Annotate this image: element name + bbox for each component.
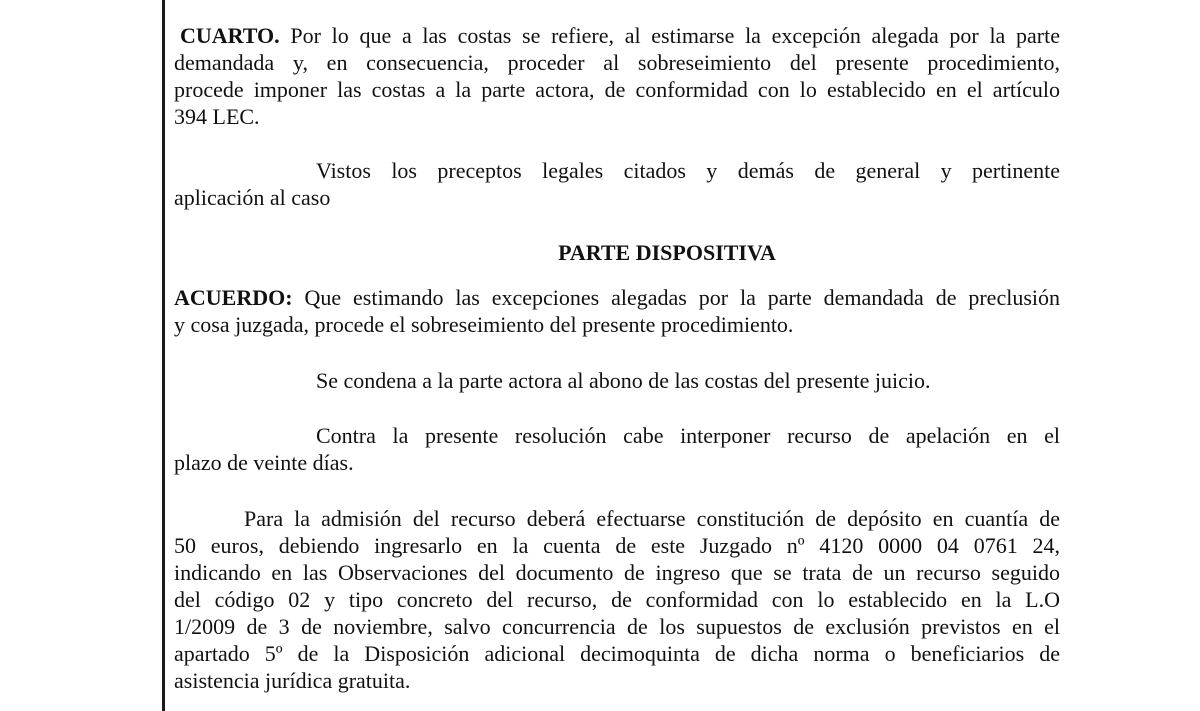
admision-line-2: 50 euros, debiendo ingresarlo en la cuenta de este Juzgado nº 4120 0000 04 0761 24,	[174, 533, 1060, 558]
condena-line: Se condena a la parte actora al abono de las costas del presente juicio.	[316, 368, 931, 393]
acuerdo-label: ACUERDO:	[174, 285, 293, 310]
vistos-line-1: Vistos los preceptos legales citados y demás de general y pertinente	[316, 158, 1060, 183]
contra-line-2: plazo de veinte días.	[174, 450, 354, 475]
cuarto-label: CUARTO.	[180, 23, 280, 48]
cuarto-line-1-text: Por lo que a las costas se refiere, al estimarse la excepción alegada por la parte	[290, 23, 1061, 48]
admision-line-1: Para la admisión del recurso deberá efectuarse constitución de depósito en cuantía de	[244, 506, 1060, 531]
document-page	[174, 22, 1060, 694]
paragraph-condena	[174, 367, 1060, 394]
paragraph-acuerdo	[174, 284, 1060, 338]
cuarto-line-1	[174, 22, 1060, 49]
section-heading: PARTE DISPOSITIVA	[558, 240, 776, 265]
contra-line-1: Contra la presente resolución cabe interponer recurso de apelación en el	[316, 423, 1060, 448]
left-margin-rule	[162, 0, 165, 711]
cuarto-line-4: 394 LEC.	[174, 104, 260, 129]
acuerdo-line-1-text: Que estimando las excepciones alegadas por la parte demandada de preclusión	[304, 285, 1060, 310]
admision-line-5: 1/2009 de 3 de noviembre, salvo concurrencia de los supuestos de exclusión previstos en el	[174, 614, 1060, 639]
admision-line-7: asistencia jurídica gratuita.	[174, 668, 411, 693]
acuerdo-line-2: y cosa juzgada, procede el sobreseimiento del presente procedimiento.	[174, 312, 794, 337]
cuarto-line-2: demandada y, en consecuencia, proceder al sobreseimiento del presente procedimiento,	[174, 50, 1060, 75]
admision-line-4: del código 02 y tipo concreto del recurso, de conformidad con lo establecido en la L.O	[174, 587, 1060, 612]
acuerdo-line-1	[174, 284, 1060, 311]
vistos-line-2: aplicación al caso	[174, 185, 331, 210]
paragraph-contra	[174, 422, 1060, 476]
paragraph-vistos	[174, 157, 1060, 211]
admision-line-3: indicando en las Observaciones del documento de ingreso que se trata de un recurso seguido	[174, 560, 1060, 585]
paragraph-cuarto	[174, 22, 1060, 130]
paragraph-admision	[174, 505, 1060, 694]
admision-line-6: apartado 5º de la Disposición adicional decimoquinta de dicha norma o beneficiarios de	[174, 641, 1060, 666]
cuarto-line-3: procede imponer las costas a la parte actora, de conformidad con lo establecido en el artículo	[174, 77, 1060, 102]
